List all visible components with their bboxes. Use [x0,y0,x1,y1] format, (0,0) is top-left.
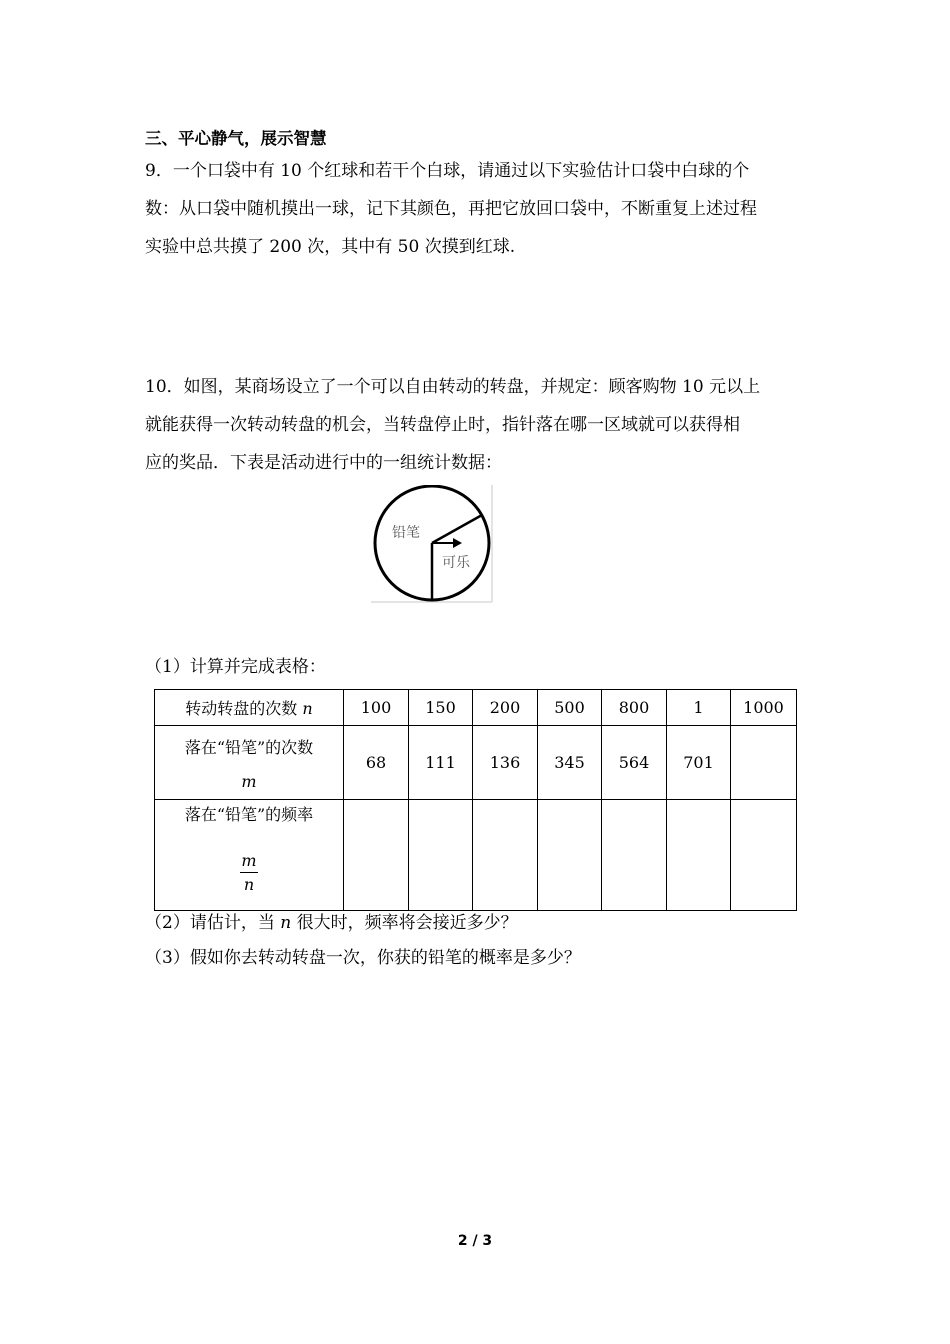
row-label-spins: 转动转盘的次数 n [155,690,344,726]
m-cell: 701 [667,726,731,800]
page-number: 2 / 3 [457,1233,493,1249]
pointer-arrow-head [453,538,462,548]
part-1-prompt: （1）计算并完成表格： [145,657,326,677]
frequency-answer-cell[interactable] [602,800,667,911]
question-9-line-1: 9．一个口袋中有 10 个红球和若干个白球，请通过以下实验估计口袋中白球的个 [145,161,750,181]
table-row-m [155,726,797,800]
frequency-answer-cell[interactable] [731,800,797,911]
question-10-line-3: 应的奖品．下表是活动进行中的一组统计数据： [145,453,502,473]
n-cell: 1 [667,690,731,726]
table-row-n [155,690,797,726]
label-cola: 可乐 [442,555,470,571]
n-cell: 200 [473,690,538,726]
statistics-table [154,689,797,911]
m-cell: 345 [538,726,602,800]
table-row-frequency [155,800,797,911]
section-title: 三、平心静气，展示智慧 [145,129,327,148]
label-pencil: 铅笔 [392,525,420,541]
m-cell: 68 [344,726,409,800]
part-2-prompt: （2）请估计，当 n 很大时，频率将会接近多少？ [145,913,518,933]
frequency-answer-cell[interactable] [473,800,538,911]
m-cell-answer[interactable] [731,726,797,800]
n-cell: 100 [344,690,409,726]
n-cell: 1000 [731,690,797,726]
frequency-answer-cell[interactable] [344,800,409,911]
frequency-answer-cell[interactable] [538,800,602,911]
row-label-pencil-frequency: 落在“铅笔”的频率 $\frac{m}{n}$ [155,800,344,911]
n-cell: 150 [409,690,473,726]
n-cell: 800 [602,690,667,726]
n-cell: 500 [538,690,602,726]
frequency-answer-cell[interactable] [409,800,473,911]
part-3-prompt: （3）假如你去转动转盘一次，你获的铅笔的概率是多少？ [145,948,581,968]
spinner-figure [371,485,493,603]
question-9-line-3: 实验中总共摸了 200 次，其中有 50 次摸到红球. [145,237,516,257]
fraction-m-over-n: $\frac{m}{n}$ [241,851,257,894]
row-label-pencil-count: 落在“铅笔”的次数 m [155,726,344,800]
question-10-line-2: 就能获得一次转动转盘的机会，当转盘停止时，指针落在哪一区域就可以获得相 [145,415,740,435]
spinner-divider-diagonal [432,515,482,543]
question-10-line-1: 10．如图，某商场设立了一个可以自由转动的转盘，并规定：顾客购物 10 元以上 [145,377,761,397]
question-9-line-2: 数：从口袋中随机摸出一球，记下其颜色，再把它放回口袋中，不断重复上述过程 [145,199,757,219]
m-cell: 564 [602,726,667,800]
frequency-answer-cell[interactable] [667,800,731,911]
m-cell: 111 [409,726,473,800]
m-cell: 136 [473,726,538,800]
